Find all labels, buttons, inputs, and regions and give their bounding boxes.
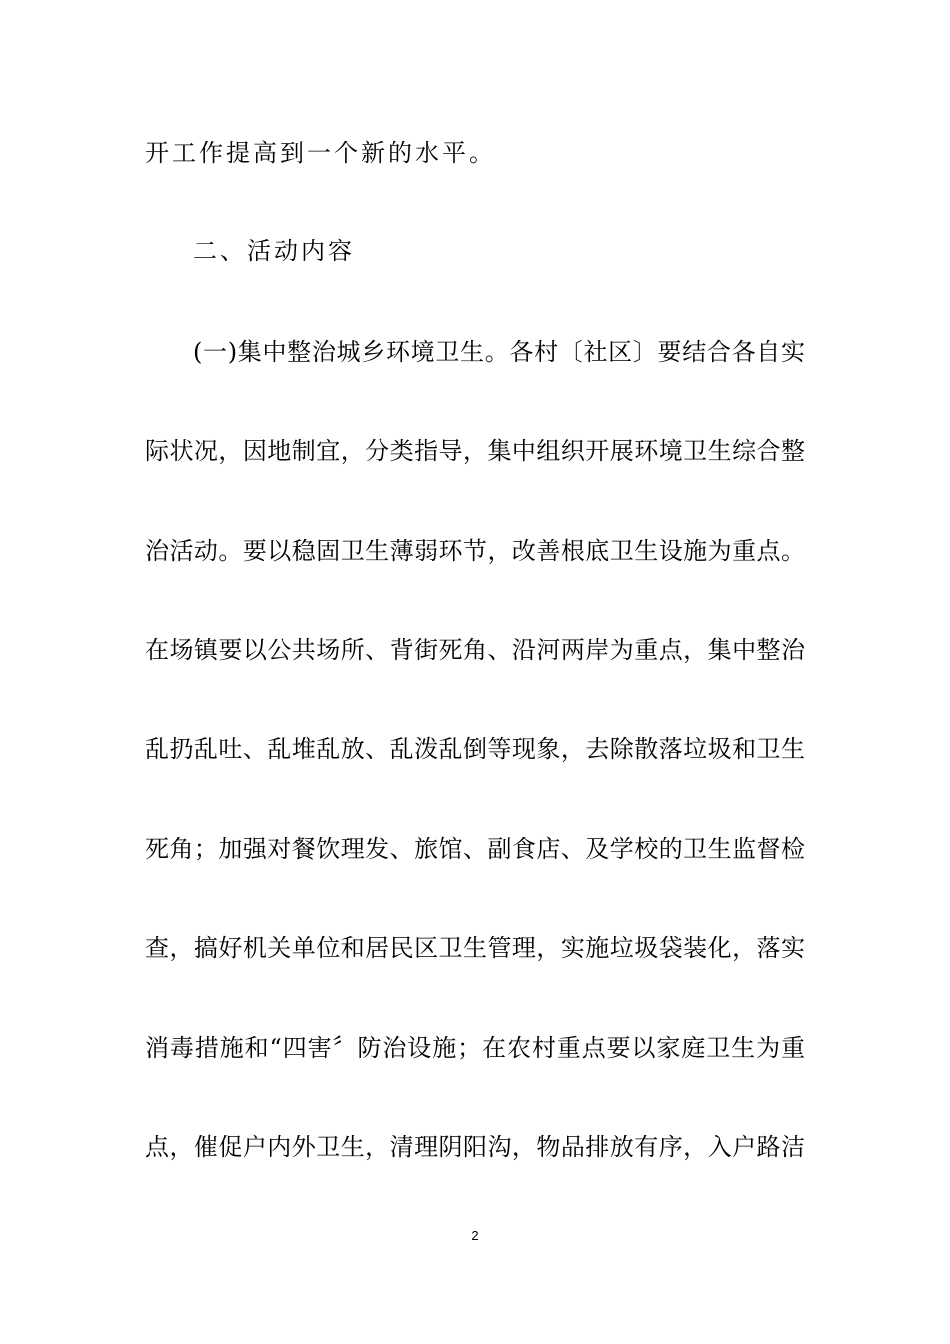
page-number: 2 (471, 1228, 479, 1243)
paragraph-line-3: (一)集中整治城乡环境卫生。各村〔社区〕要结合各自实 (193, 338, 805, 366)
paragraph-line-4: 际状况，因地制宜，分类指导，集中组织开展环境卫生综合整 (145, 437, 805, 465)
paragraph-line-7: 乱扔乱吐、乱堆乱放、乱泼乱倒等现象，去除散落垃圾和卫生 (145, 735, 805, 763)
paragraph-line-10: 消毒措施和“四害〞防治设施；在农村重点要以家庭卫生为重 (145, 1034, 805, 1062)
paragraph-line-8: 死角；加强对餐饮理发、旅馆、副食店、及学校的卫生监督检 (145, 835, 805, 863)
paragraph-line-5: 治活动。要以稳固卫生薄弱环节，改善根底卫生设施为重点。 (145, 537, 805, 565)
paragraph-line-1: 开工作提高到一个新的水平。 (145, 139, 496, 167)
paragraph-line-6: 在场镇要以公共场所、背街死角、沿河两岸为重点，集中整治 (145, 636, 805, 664)
section-heading: 二、活动内容 (193, 237, 355, 265)
paragraph-line-9: 查，搞好机关单位和居民区卫生管理，实施垃圾袋装化，落实 (145, 934, 805, 962)
paragraph-line-11: 点，催促户内外卫生，清理阴阳沟，物品排放有序，入户路洁 (145, 1133, 805, 1161)
